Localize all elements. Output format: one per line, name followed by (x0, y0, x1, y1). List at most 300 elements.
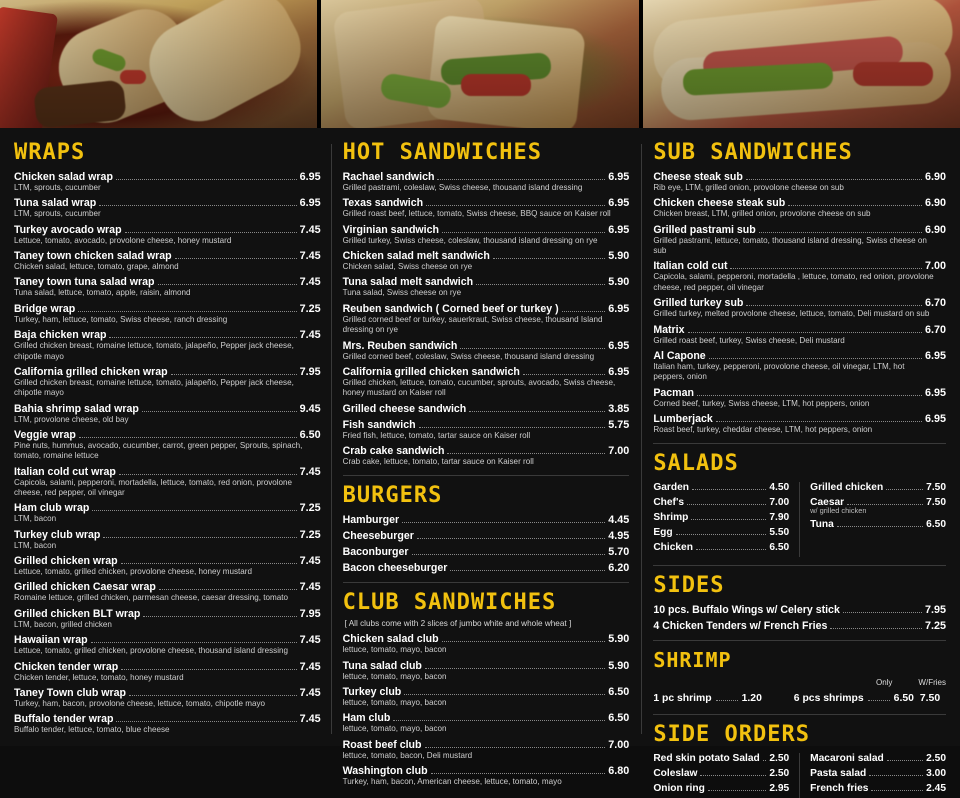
leader-dots (412, 548, 606, 555)
menu-item-name: Chicken salad club (342, 633, 439, 646)
menu-item-description: Crab cake, lettuce, tomato, tartar sauce on Kaiser roll (342, 456, 534, 466)
leader-dots (103, 531, 296, 538)
menu-item-price: 6.90 (924, 171, 946, 183)
leader-dots (691, 513, 766, 520)
menu-item-row (653, 497, 789, 508)
menu-item-price: 7.95 (299, 607, 321, 620)
menu-item-price: 7.25 (299, 528, 321, 541)
menu-item-price: 4.45 (608, 514, 630, 527)
shrimp-price-only: 6.50 (893, 693, 914, 705)
menu-item-price: 7.45 (299, 223, 321, 236)
menu-item-description: Grilled chicken, lettuce, tomato, cucumber, sprouts, avocado, Swiss cheese, honey mustard on Kaiser roll (342, 377, 616, 398)
menu-item-description: Grilled roast beef, lettuce, tomato, Swiss cheese, BBQ sauce on Kaiser roll (342, 209, 611, 219)
menu-item-name: Coleslaw (653, 768, 698, 780)
menu-item-name: Rachael sandwich (342, 171, 435, 183)
leader-dots (121, 663, 296, 670)
leader-dots (425, 741, 606, 748)
leader-dots (417, 532, 605, 539)
leader-dots (116, 715, 296, 722)
leader-dots (692, 483, 766, 490)
leader-dots (562, 305, 606, 312)
leader-dots (404, 688, 605, 695)
menu-item-description: Corned beef, turkey, Swiss cheese, LTM, hot peppers, onion (653, 398, 870, 408)
menu-item-name: Egg (653, 527, 673, 539)
menu-item-name: Taney Town club wrap (14, 686, 127, 699)
wrap-photo (0, 0, 317, 128)
leader-dots (460, 342, 605, 349)
menu-item-row (14, 634, 321, 646)
menu-item-name: Bacon cheeseburger (342, 562, 448, 575)
menu-item (14, 429, 321, 462)
shrimp-list (653, 688, 946, 706)
menu-item-description: Grilled roast beef, turkey, Swiss cheese, Deli mustard (653, 335, 845, 345)
menu-item (653, 542, 789, 553)
menu-item-description: Grilled chicken breast, romaine lettuce, tomato, jalapeño, Pepper jack cheese, chipotle mayo (14, 341, 294, 361)
menu-item-row (653, 260, 946, 272)
menu-item-description: Turkey, ham, bacon, American cheese, lettuce, tomato, mayo (342, 777, 562, 787)
menu-item-description: Rib eye, LTM, grilled onion, provolone cheese on sub (653, 183, 844, 192)
menu-item-row (810, 768, 946, 779)
menu-item (343, 366, 630, 399)
menu-item-name: Cheese steak sub (653, 171, 743, 183)
menu-item-name: Buffalo tender wrap (14, 713, 114, 726)
menu-item-row (653, 620, 946, 632)
shrimp-price-with-fries: 7.50 (919, 693, 941, 705)
menu-item-name: 10 pcs. Buffalo Wings w/ Celery stick (653, 604, 840, 617)
menu-item (14, 197, 321, 219)
leader-dots (837, 520, 923, 527)
menu-item-name: Baja chicken wrap (14, 329, 107, 342)
menu-item-name: Italian cold cut wrap (14, 465, 116, 478)
menu-item-price: 5.90 (608, 659, 630, 672)
menu-item (14, 303, 321, 325)
leader-dots (869, 769, 923, 776)
shrimp-name: 6 pcs shrimps (793, 693, 864, 705)
menu-item (343, 445, 630, 467)
menu-item (810, 497, 946, 515)
menu-item-name: Cheeseburger (342, 530, 414, 543)
leader-dots (419, 421, 606, 428)
divider (343, 582, 630, 583)
menu-item-price: 2.50 (769, 768, 790, 780)
leader-dots (700, 769, 766, 776)
menu-item-description: lettuce, tomato, bacon, Deli mustard (342, 750, 473, 760)
menu-item-description: Capicola, salami, pepperoni, mortadella , lettuce, tomato, red onion, provolone cheese, red pepper, oil vinegar (653, 272, 934, 292)
menu-item (653, 527, 789, 538)
leader-dots (393, 714, 605, 721)
menu-item-price: 7.25 (299, 302, 321, 315)
leader-dots (450, 564, 605, 571)
menu-item-price: 6.95 (608, 171, 630, 183)
leader-dots (843, 606, 922, 613)
leader-dots (886, 483, 923, 490)
menu-item (14, 581, 321, 603)
menu-item-price: 7.45 (299, 465, 321, 478)
menu-item (343, 303, 630, 336)
menu-item-price: 7.50 (926, 482, 946, 494)
menu-item-name: Baconburger (342, 546, 409, 559)
leader-dots (119, 468, 297, 475)
leader-dots (746, 299, 922, 306)
leader-dots (175, 252, 297, 259)
menu-item-name: Pacman (653, 386, 694, 399)
menu-item-price: 2.45 (926, 783, 946, 795)
menu-item-description: lettuce, tomato, mayo, bacon (342, 698, 447, 708)
menu-item-name: Lumberjack (653, 412, 713, 425)
menu-item-row (14, 171, 321, 183)
menu-item-description: Romaine lettuce, grilled chicken, parmesan cheese, caesar dressing, tomato (14, 593, 288, 603)
menu-item-description: LTM, sprouts, cucumber (14, 183, 101, 192)
wraps-list (14, 171, 321, 736)
menu-item-price: 6.95 (924, 412, 946, 425)
menu-item-price: 7.45 (299, 686, 321, 699)
leader-dots (159, 583, 297, 590)
menu-item-price: 6.50 (608, 712, 630, 725)
menu-item-price: 7.25 (924, 620, 946, 633)
menu-item-row (343, 171, 630, 183)
menu-item-name: Grilled chicken BLT wrap (14, 607, 141, 620)
menu-item (343, 171, 630, 193)
section-title-sides: SIDES (653, 573, 725, 599)
menu-item-row (810, 753, 946, 764)
menu-item (653, 324, 946, 346)
menu-item-name: Grilled pastrami sub (653, 223, 756, 236)
menu-item (810, 482, 946, 493)
menu-item-row (343, 445, 630, 457)
side-orders-left (653, 753, 789, 798)
menu-item (343, 765, 630, 787)
menu-item-price: 4.95 (608, 530, 630, 543)
menu-item-name: Red skin potato Salad (653, 753, 760, 765)
menu-item-price: 6.50 (299, 428, 321, 441)
leader-dots (709, 352, 922, 359)
menu-item (653, 512, 789, 523)
menu-item-price: 7.25 (299, 502, 321, 515)
menu-item-name: Chicken salad wrap (14, 171, 113, 183)
menu-item-row (653, 197, 946, 209)
leader-dots (523, 368, 605, 375)
menu-item (14, 366, 321, 399)
menu-item-row (810, 783, 946, 794)
menu-item-row (14, 429, 321, 441)
burgers-list (343, 514, 630, 574)
menu-item-price: 6.70 (924, 297, 946, 310)
menu-item-row (343, 562, 630, 574)
menu-item-row (343, 197, 630, 209)
menu-item-name: Tuna salad wrap (14, 197, 97, 210)
sandwich-photo (321, 0, 638, 128)
menu-item-price: 7.45 (299, 660, 321, 673)
column-wraps (14, 138, 331, 740)
menu-item-row (14, 608, 321, 620)
menu-item (14, 276, 321, 298)
menu-item (653, 387, 946, 409)
menu-item-price: 7.95 (924, 604, 946, 617)
menu-item-row (343, 686, 630, 698)
menu-item-description: LTM, sprouts, cucumber (14, 209, 101, 219)
menu-item (14, 713, 321, 735)
menu-item (343, 403, 630, 415)
menu-item-description: Turkey, ham, bacon, provolone cheese, lettuce, tomato, chipotle mayo (14, 698, 266, 708)
menu-item-price: 6.50 (926, 519, 946, 531)
divider (343, 475, 630, 476)
menu-item (343, 530, 630, 542)
leader-dots (158, 278, 297, 285)
leader-dots (125, 226, 297, 233)
menu-item (653, 224, 946, 257)
shrimp-row (794, 693, 940, 704)
leader-dots (697, 389, 922, 396)
menu-item (653, 620, 946, 632)
menu-item (653, 768, 789, 779)
menu-item-price: 6.95 (608, 197, 630, 210)
menu-item (14, 661, 321, 683)
menu-item (343, 660, 630, 682)
menu-item-row (343, 765, 630, 777)
menu-item-row (14, 687, 321, 699)
menu-item-price: 6.90 (924, 197, 946, 210)
menu-item-description: Grilled pastrami, lettuce, tomato, thousand island dressing, Swiss cheese on sub (653, 235, 927, 256)
menu-item-description: LTM, bacon, grilled chicken (14, 619, 112, 629)
menu-item-description: Grilled corned beef or turkey, sauerkraut, Swiss cheese, thousand Island dressing on rye (342, 314, 603, 335)
menu-item-price: 2.50 (926, 753, 946, 765)
shrimp-header-only: Only (875, 678, 893, 688)
menu-item-price: 5.90 (608, 250, 630, 263)
menu-item-name: Hamburger (342, 514, 400, 527)
menu-item (14, 502, 321, 524)
menu-item-row (810, 519, 946, 530)
leader-dots (143, 610, 296, 617)
photo-strip (0, 0, 960, 128)
menu-item-row (653, 512, 789, 523)
menu-item-row (653, 527, 789, 538)
menu-item-description: Italian ham, turkey, pepperoni, provolone cheese, oil vinegar, LTM, hot peppers, onion (653, 361, 905, 382)
leader-dots (171, 368, 297, 375)
leader-dots (109, 331, 296, 338)
menu-item-name: Turkey club wrap (14, 528, 101, 541)
menu-item-description: Lettuce, tomato, grilled chicken, provolone cheese, honey mustard (14, 567, 253, 577)
menu-item-price: 4.50 (769, 482, 790, 494)
menu-item-name: Grilled chicken Caesar wrap (14, 581, 156, 594)
menu-item-name: Italian cold cut (653, 260, 728, 273)
menu-item-name: Washington club (342, 765, 428, 778)
leader-dots (442, 226, 605, 233)
menu-item (653, 753, 789, 764)
menu-item (343, 739, 630, 761)
leader-dots (469, 405, 605, 412)
menu-item-row (14, 250, 321, 262)
menu-item (14, 634, 321, 656)
side-orders-right (810, 753, 946, 798)
leader-dots (142, 405, 297, 412)
menu-item-row (653, 224, 946, 236)
menu-item-price: 6.70 (924, 323, 946, 336)
leader-dots (426, 199, 605, 206)
menu-item-price: 9.45 (299, 402, 321, 415)
menu-item-description: Pine nuts, hummus, avocado, cucumber, carrot, green pepper, Sprouts, spinach, tomato, romaine lettuce (14, 440, 303, 461)
salads-left (653, 482, 789, 557)
menu-item-name: Taney town tuna salad wrap (14, 276, 155, 289)
menu-item-row (343, 303, 630, 315)
menu-item-price: 2.50 (769, 753, 790, 765)
divider (653, 640, 946, 641)
menu-item-row (653, 297, 946, 309)
section-title-club-sandwiches: CLUB SANDWICHES (342, 590, 557, 616)
leader-dots (437, 173, 605, 180)
menu-item-description: Lettuce, tomato, avocado, provolone cheese, honey mustard (14, 235, 232, 245)
menu-item (653, 171, 946, 193)
menu-item-description: Buffalo tender, lettuce, tomato, blue cheese (14, 725, 170, 735)
menu-item-price: 5.90 (608, 276, 630, 289)
menu-item-description: Chicken breast, LTM, grilled onion, provolone cheese on sub (653, 209, 871, 219)
menu-item-row (343, 276, 630, 288)
menu-item (653, 260, 946, 293)
shrimp-price-only: 1.20 (741, 693, 762, 705)
leader-dots (99, 199, 296, 206)
menu-item (14, 329, 321, 362)
leader-dots (116, 173, 297, 180)
menu-item-price: 5.75 (608, 418, 630, 431)
leader-dots (759, 226, 922, 233)
leader-dots (830, 622, 922, 629)
menu-item-row (343, 739, 630, 751)
menu-item-price: 7.00 (924, 260, 946, 273)
menu-item-name: 4 Chicken Tenders w/ French Fries (653, 620, 828, 633)
menu-item-row (343, 366, 630, 378)
menu-item-name: Bridge wrap (14, 302, 76, 315)
menu-item-name: French fries (810, 783, 869, 795)
menu-item-row (14, 466, 321, 478)
menu-item (14, 224, 321, 246)
menu-item-price: 6.20 (608, 562, 630, 575)
leader-dots (868, 694, 890, 701)
side-orders-grid (653, 753, 946, 798)
menu-item-description: Grilled corned beef, coleslaw, Swiss cheese, thousand island dressing (342, 351, 595, 361)
menu-item (14, 555, 321, 577)
menu-item-name: Crab cake sandwich (342, 444, 445, 457)
shrimp-row (653, 693, 793, 704)
menu-item (14, 250, 321, 272)
menu-item (343, 340, 630, 362)
club-sandwiches-list (343, 633, 630, 787)
leader-dots (447, 447, 605, 454)
menu-item-row (14, 502, 321, 514)
menu-item (653, 783, 789, 794)
menu-item-price: 7.45 (299, 581, 321, 594)
menu-item (653, 297, 946, 319)
menu-item-name: Onion ring (653, 783, 705, 795)
menu-item-row (343, 250, 630, 262)
menu-item-description: Grilled pastrami, coleslaw, Swiss cheese, thousand island dressing (342, 183, 583, 192)
menu-item-row (653, 413, 946, 425)
menu-item-name: Macaroni salad (810, 753, 884, 765)
menu-item-name: Veggie wrap (14, 428, 76, 441)
shrimp-headers (653, 678, 946, 687)
menu-item-price: 6.80 (608, 765, 630, 778)
leader-dots (425, 662, 605, 669)
menu-item-description: Turkey, ham, lettuce, tomato, Swiss cheese, ranch dressing (14, 314, 228, 324)
menu-item-name: Reuben sandwich ( Corned beef or turkey ) (342, 302, 559, 315)
menu-item-name: Tuna (810, 519, 834, 531)
menu-item-price: 3.00 (926, 768, 946, 780)
menu-item-name: Caesar (810, 497, 845, 509)
menu-item-price: 7.50 (926, 497, 946, 509)
menu-item-name: Chicken tender wrap (14, 660, 119, 673)
leader-dots (716, 415, 922, 422)
menu-item-name: California grilled chicken sandwich (342, 365, 520, 378)
menu-item (810, 519, 946, 530)
menu-item-name: Matrix (653, 323, 685, 336)
menu-item-price: 6.95 (299, 197, 321, 210)
menu-item-row (343, 403, 630, 415)
menu-item (343, 562, 630, 574)
menu-item-price: 7.00 (608, 738, 630, 751)
leader-dots (788, 199, 922, 206)
menu-item-row (653, 171, 946, 183)
menu-item-price: 5.70 (608, 546, 630, 559)
leader-dots (887, 754, 923, 761)
menu-item-name: Hawaiian wrap (14, 634, 88, 647)
leader-dots (730, 262, 921, 269)
menu-item-name: Al Capone (653, 349, 706, 362)
menu-item-row (14, 224, 321, 236)
menu-item-name: Chicken cheese steak sub (653, 197, 786, 210)
menu-item-description: Chicken salad, Swiss cheese on rye (342, 262, 473, 272)
leader-dots (476, 278, 605, 285)
menu-item (653, 482, 789, 493)
menu-item-description: Tuna salad, lettuce, tomato, apple, raisin, almond (14, 288, 191, 298)
menu-item-row (343, 660, 630, 672)
leader-dots (402, 516, 605, 523)
menu-item (810, 783, 946, 794)
menu-item-name: California grilled chicken wrap (14, 365, 168, 378)
menu-item-description: LTM, bacon (14, 514, 57, 524)
menu-item (14, 403, 321, 425)
menu-item-row (14, 329, 321, 341)
menu-item (14, 466, 321, 499)
menu-item (810, 768, 946, 779)
leader-dots (847, 498, 923, 505)
sub-photo (643, 0, 960, 128)
menu-item-price: 6.95 (608, 302, 630, 315)
menu-item-row (653, 604, 946, 616)
menu-item-row (653, 350, 946, 362)
menu-item-row (810, 482, 946, 493)
menu-item-row (653, 324, 946, 336)
hot-sandwiches-list (343, 171, 630, 467)
menu-item (810, 753, 946, 764)
menu-item (343, 633, 630, 655)
menu-item-row (14, 529, 321, 541)
menu-item (653, 350, 946, 383)
menu-item-row (14, 403, 321, 415)
salads-grid (653, 482, 946, 557)
menu-item-row (653, 783, 789, 794)
leader-dots (746, 173, 922, 180)
menu-item-row (343, 712, 630, 724)
menu-item-description: Lettuce, tomato, grilled chicken, provolone cheese, thousand island dressing (14, 646, 289, 656)
shrimp-header-fries: W/Fries (918, 678, 946, 688)
menu-item-name: Pasta salad (810, 768, 867, 780)
menu-item-price: 5.90 (608, 633, 630, 646)
menu-item-price: 6.95 (924, 386, 946, 399)
menu-item (343, 514, 630, 526)
leader-dots (871, 784, 923, 791)
section-title-sub-sandwiches: SUB SANDWICHES (653, 140, 853, 165)
menu-item-name: Tuna salad club (342, 659, 422, 672)
menu-item-price: 2.95 (769, 783, 790, 795)
menu-item-name: Chicken salad melt sandwich (342, 250, 490, 263)
